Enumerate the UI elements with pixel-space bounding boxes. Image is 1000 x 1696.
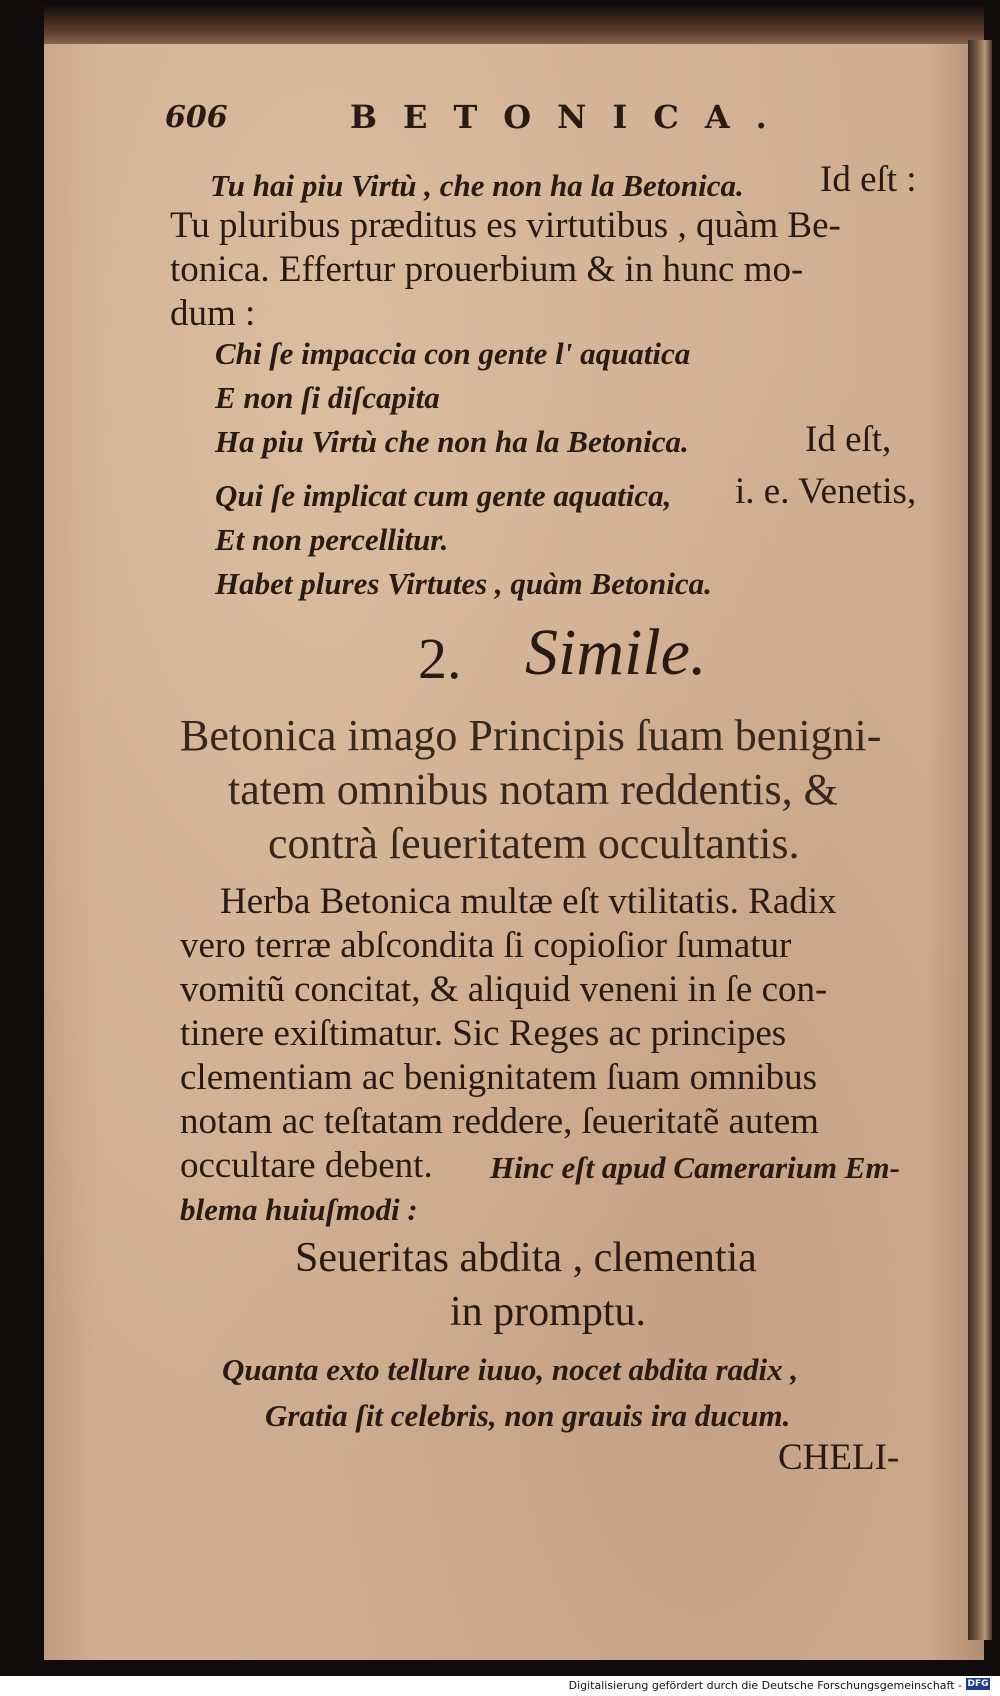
emblem-motto-line: in promptu. (450, 1289, 646, 1335)
gloss-venetis: i. e. Venetis, (735, 471, 917, 512)
verse-line: Chi ſe impaccia con gente l' aquatica (215, 336, 691, 371)
catchword: CHELI- (778, 1437, 900, 1478)
emblem-verse-line: Quanta exto tellure iuuo, nocet abdita radix , (222, 1352, 799, 1387)
emblem-motto-line: Seueritas abdita , clementia (295, 1235, 757, 1281)
verse-line: Qui ſe implicat cum gente aquatica, (215, 478, 672, 513)
paragraph-italic-line: blema huiuſmodi : (180, 1192, 418, 1227)
emblem-verse-line: Gratia ſit celebris, non grauis ira ducum. (265, 1398, 791, 1433)
body-line: dum : (170, 293, 256, 334)
id-est-label: Id eſt : (820, 159, 917, 200)
verse-line: Habet plures Virtutes , quàm Betonica. (215, 566, 712, 601)
verse-line: E non ſi diſcapita (215, 380, 440, 415)
paragraph-line: clementiam ac benignitatem ſuam omnibus (180, 1057, 818, 1098)
dfg-logo: DFG (967, 1679, 989, 1689)
paragraph-line: vomitũ concitat, & aliquid veneni in ſe con- (180, 969, 828, 1010)
book-top-edge (44, 6, 984, 46)
page-number: 606 (165, 100, 228, 135)
section-subtitle-line: tatem omnibus notam reddentis, & (228, 765, 838, 814)
section-title: Simile. (525, 616, 707, 689)
verse-line: Ha piu Virtù che non ha la Betonica. (215, 424, 689, 459)
paragraph-line: occultare debent. (180, 1145, 433, 1186)
paragraph-line: Herba Betonica multæ eſt vtilitatis. Radix (220, 881, 837, 922)
section-subtitle-line: Betonica imago Principis ſuam benigni- (180, 711, 882, 760)
italian-proverb-line: Tu hai piu Virtù , che non ha la Betonica. (210, 168, 744, 203)
id-est-label: Id eſt, (805, 419, 892, 460)
verse-line: Et non percellitur. (215, 522, 449, 557)
paragraph-italic-line: Hinc eſt apud Camerarium Em- (490, 1150, 900, 1185)
book-fore-edge (968, 40, 992, 1640)
body-line: Tu pluribus præditus es virtutibus , quàm Be- (170, 205, 841, 246)
running-head: BETONICA. (350, 98, 793, 136)
body-line: tonica. Effertur prouerbium & in hunc mo- (170, 249, 804, 290)
section-subtitle-line: contrà ſeueritatem occultantis. (268, 819, 800, 868)
paragraph-line: tinere exiſtimatur. Sic Reges ac principes (180, 1013, 787, 1054)
paragraph-line: vero terræ abſcondita ſi copioſior ſumatur (180, 925, 792, 966)
funding-credit: Digitalisierung gefördert durch die Deutsche Forschungsgemeinschaft - (568, 1679, 962, 1692)
paragraph-line: notam ac teſtatam reddere, ſeueritatẽ autem (180, 1101, 819, 1142)
section-number: 2. (418, 626, 462, 691)
